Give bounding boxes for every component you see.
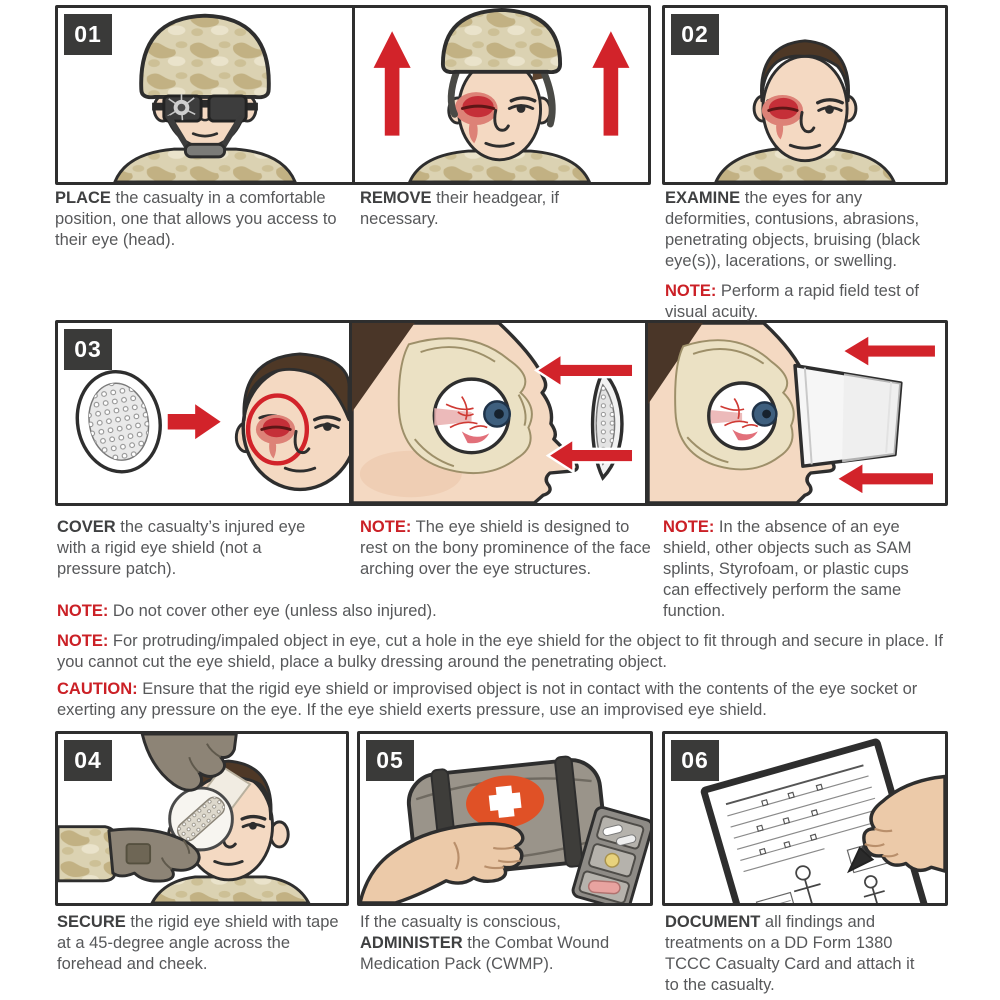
caption-text: all findings and treatments on a DD Form 1380 TCCC Casualty Card and attach it to the casualty.	[665, 913, 915, 994]
caption-administer	[360, 912, 626, 975]
left-arrow-icon	[836, 462, 934, 495]
injured-face	[236, 354, 349, 489]
left-arrow-icon	[842, 335, 936, 368]
caption-shield-note	[360, 517, 654, 580]
caption-remove	[360, 188, 595, 230]
eye-socket-profile	[352, 323, 577, 503]
step-badge-04: 04	[64, 740, 112, 781]
soldier-head	[410, 10, 590, 182]
caption-text: the casualty in a comfortable position, one that allows you access to their eye (head).	[55, 189, 337, 249]
caption-text: the eyes for any deformities, contusions, abrasions, penetrating objects, bruising (black eye(s)), lacerations, or swelling.	[665, 189, 920, 270]
caption-paragraph	[665, 188, 950, 272]
left-arrow-icon	[536, 354, 633, 387]
caption-secure	[57, 912, 341, 975]
caution-text: Ensure that the rigid eye shield or improvised object is not in contact with the contents of the eye socket or exerting any pressure on the eye. If the eye shield exerts pressure, use an improvised eye shield.	[57, 680, 918, 719]
step-badge-03: 03	[64, 329, 112, 370]
caption-lead: ADMINISTER	[360, 934, 463, 952]
caption-document	[665, 912, 921, 996]
panel-step-03	[55, 320, 352, 506]
note-label: NOTE:	[665, 282, 717, 300]
caption-cover	[57, 517, 312, 580]
panel-step-04	[55, 731, 349, 906]
caution-label: CAUTION:	[57, 680, 138, 698]
eye-shield-icon	[69, 365, 168, 478]
caption-text: the rigid eye shield with tape at a 45-degree angle across the forehead and cheek.	[57, 913, 339, 973]
caption-lead: EXAMINE	[665, 189, 741, 207]
caption-lead: REMOVE	[360, 189, 432, 207]
caption-lead: COVER	[57, 518, 116, 536]
right-arrow-icon	[168, 404, 221, 439]
up-arrow-icon	[592, 31, 629, 135]
caption-lead: DOCUMENT	[665, 913, 761, 931]
note-text: Perform a rapid field test of visual acuity.	[665, 282, 920, 321]
caption-text: the casualty’s injured eye with a rigid eye shield (not a pressure patch).	[57, 518, 306, 578]
caption-text: If the casualty is conscious,	[360, 913, 561, 931]
note-text: For protruding/impaled object in eye, cut a hole in the eye shield for the object to fit through and secure in place. If you cannot cut the eye shield, place a bulky dressing around the penetrating object.	[57, 632, 944, 671]
up-arrow-icon	[374, 31, 411, 135]
caution-pressure	[57, 679, 959, 721]
helmet-removal-red-arrows-illustration	[355, 8, 648, 182]
step-badge-05: 05	[366, 740, 414, 781]
note-label: NOTE:	[57, 602, 109, 620]
note-other-eye	[57, 601, 957, 622]
caption-text: the Combat Wound Medication Pack (CWMP).	[360, 934, 610, 973]
styrofoam-cup-over-eye-illustration	[648, 323, 945, 503]
note-text: In the absence of an eye shield, other objects such as SAM splints, Styrofoam, or plastic cups can effectively perform the same function.	[663, 518, 912, 620]
note-text: Do not cover other eye (unless also injured).	[108, 602, 437, 620]
panel-step-05	[357, 731, 653, 906]
note-label: NOTE:	[663, 518, 715, 536]
caption-lead: PLACE	[55, 189, 111, 207]
eye-socket-profile-shield-illustration	[352, 323, 645, 503]
step-badge-01: 01	[64, 14, 112, 55]
panel-remove-headgear	[352, 5, 651, 185]
soldier-head-bare	[716, 41, 894, 182]
hand	[360, 824, 523, 903]
panel-shield-bony-prominence	[349, 320, 648, 506]
panel-step-06	[662, 731, 948, 906]
panel-step-01	[55, 5, 355, 185]
step-badge-02: 02	[671, 14, 719, 55]
caption-place	[55, 188, 355, 251]
step-badge-06: 06	[671, 740, 719, 781]
caption-examine	[665, 188, 950, 323]
panel-step-02	[662, 5, 948, 185]
helmet	[141, 16, 269, 98]
styrofoam-cup-icon	[795, 366, 901, 467]
note-label: NOTE:	[360, 518, 412, 536]
soldier-head	[115, 16, 295, 182]
caption-text: their headgear, if necessary.	[360, 189, 560, 228]
note-impaled-object	[57, 631, 957, 673]
caption-lead: SECURE	[57, 913, 126, 931]
panel-improvised-cup	[645, 320, 948, 506]
helmet-lifted	[443, 10, 560, 72]
note-label: NOTE:	[57, 632, 109, 650]
note-text: The eye shield is designed to rest on the bony prominence of the face arching over the eye structures.	[360, 518, 651, 578]
caption-note	[665, 281, 950, 323]
